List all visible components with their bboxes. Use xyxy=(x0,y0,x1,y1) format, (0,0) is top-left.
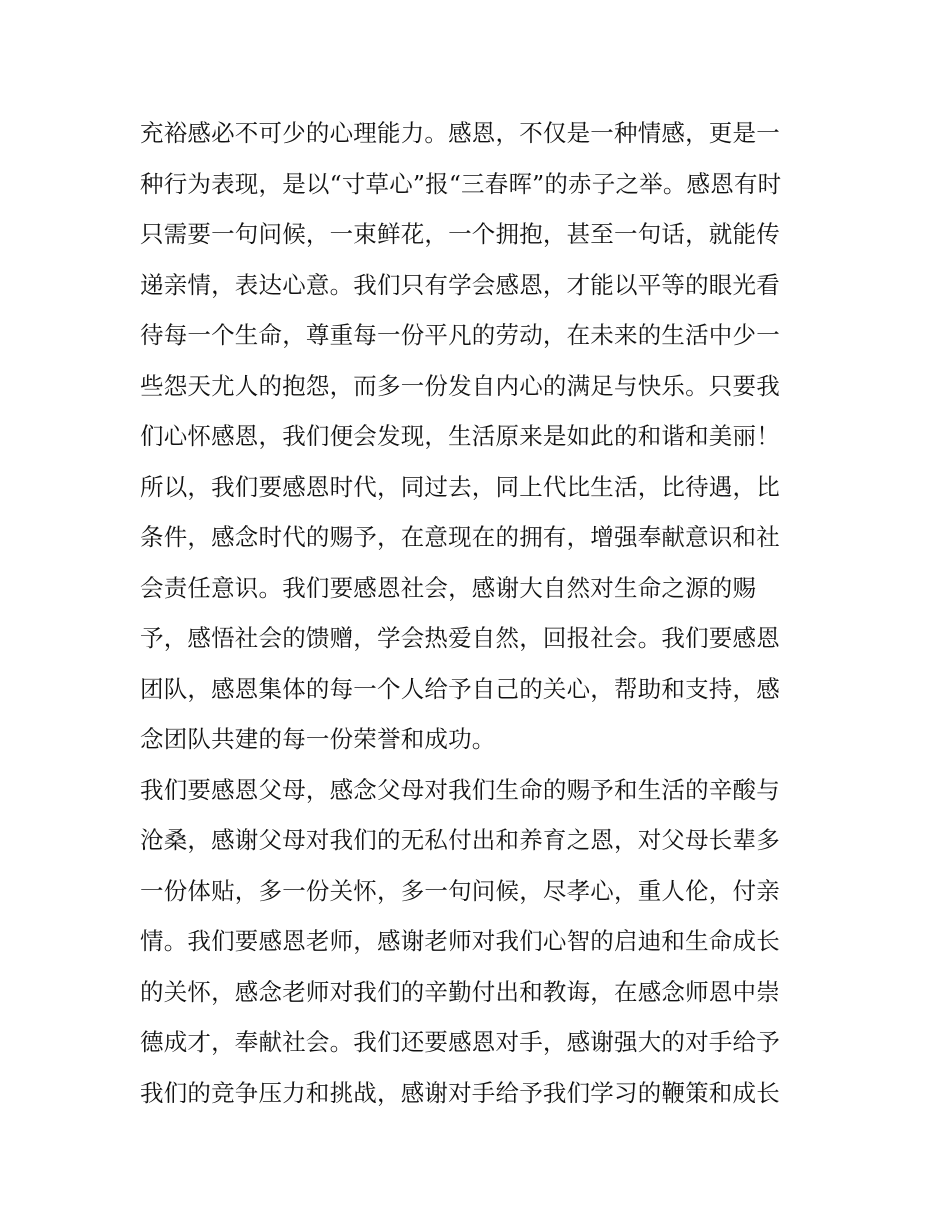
text-line: 待每一个生命，尊重每一份平凡的劳动，在未来的生活中少一 xyxy=(140,321,780,349)
text-line: 会责任意识。我们要感恩社会，感谢大自然对生命之源的赐 xyxy=(140,573,757,602)
text-line: 德成才，奉献社会。我们还要感恩对手，感谢强大的对手给予 xyxy=(140,1028,780,1056)
text-line: 的关怀，感念老师对我们的辛勤付出和教诲，在感念师恩中崇 xyxy=(140,977,780,1006)
text-line: 种行为表现，是以“寸草心”报“三春晖”的赤子之举。感恩有时 xyxy=(140,169,782,198)
text-line: 我们的竞争压力和挑战，感谢对手给予我们学习的鞭策和成长 xyxy=(140,1078,780,1107)
text-line: 条件，感念时代的赐予，在意现在的拥有，增强奉献意识和社 xyxy=(140,523,780,551)
text-line: 沧桑，感谢父母对我们的无私付出和养育之恩，对父母长辈多 xyxy=(140,826,780,854)
text-line: 情。我们要感恩老师，感谢老师对我们心智的启迪和生命成长 xyxy=(140,927,780,955)
text-line: 予，感悟社会的馈赠，学会热爱自然，回报社会。我们要感恩 xyxy=(140,624,780,652)
text-line: 念团队共建的每一份荣誉和成功。 xyxy=(140,725,496,753)
text-line: 些怨天尤人的抱怨，而多一份发自内心的满足与快乐。只要我 xyxy=(140,371,780,400)
body-text xyxy=(140,108,820,1118)
text-line: 充裕感必不可少的心理能力。感恩，不仅是一种情感，更是一 xyxy=(140,119,780,147)
text-line: 所以，我们要感恩时代，同过去，同上代比生活，比待遇，比 xyxy=(140,472,780,501)
text-line: 团队，感恩集体的每一个人给予自己的关心，帮助和支持，感 xyxy=(140,674,780,703)
text-line: 递亲情，表达心意。我们只有学会感恩，才能以平等的眼光看 xyxy=(140,270,780,299)
text-line: 我们要感恩父母，感念父母对我们生命的赐予和生活的辛酸与 xyxy=(140,775,780,804)
text-line: 一份体贴，多一份关怀，多一句问候，尽孝心，重人伦，付亲 xyxy=(140,876,780,905)
text-line: 只需要一句问候，一束鲜花，一个拥抱，甚至一句话，就能传 xyxy=(140,220,780,248)
text-line: 们心怀感恩，我们便会发现，生活原来是如此的和谐和美丽！ xyxy=(140,422,780,450)
